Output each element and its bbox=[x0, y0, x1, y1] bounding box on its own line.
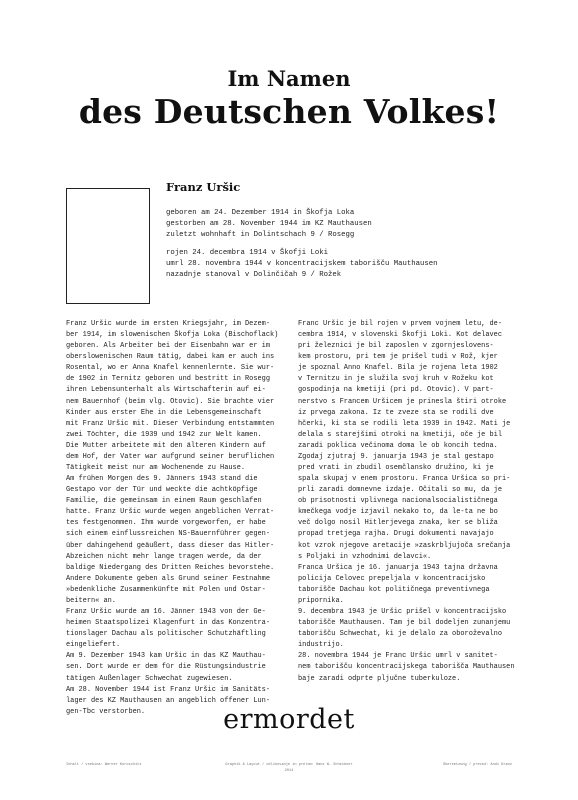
text-line: Kinder aus erster Ehe in die Lebensgemeinschaft bbox=[66, 408, 262, 417]
bio-de-line: zuletzt wohnhaft in Dolintschach 9 / Rosegg bbox=[166, 231, 355, 239]
text-line: Am 28. November 1944 ist Franz Uršic im Sanitäts- bbox=[66, 685, 270, 694]
text-line: je spoznal Anno Knafel. Bila je rojena leta 1902 bbox=[298, 364, 498, 373]
text-line: dem Hof, der Vater war aufgrund seiner beruflichen bbox=[66, 452, 275, 461]
text-line: nem taborišču koncentracijskega taborišča Mauthausen bbox=[298, 663, 515, 672]
text-line: nem Bauernhof (beim vlg. Otovic). Sie brachte vier bbox=[66, 397, 275, 406]
credit-layout-line: Graphik & Layout / oblikovanje in prelom: Hans W. Scheibner bbox=[225, 763, 353, 767]
text-line: v Ternitzu in je služila svoj kruh v Rožeku kot bbox=[298, 375, 494, 384]
text-line: Franc Uršic je bil rojen v prvem vojnem letu, de- bbox=[298, 320, 502, 328]
text-line: tätigen Außenlager Schwechat zugewiesen. bbox=[66, 674, 233, 683]
bio-de-line: gestorben am 28. November 1944 im KZ Mauthausen bbox=[166, 220, 372, 228]
text-line: Rosental, wo er Anna Knafel kennenlernte. Sie wur- bbox=[66, 364, 275, 373]
text-line: delala s starejšimi otroki na kmetiji, oče je bil bbox=[298, 430, 502, 439]
text-line: geboren. Als Arbeiter bei der Eisenbahn war er im bbox=[66, 342, 270, 351]
text-line: taborišče Dachau kot političnega preventivnega bbox=[298, 585, 490, 594]
text-line: s Poljaki in vzhodnimi delavci«. bbox=[298, 552, 432, 561]
text-line: policija Celovec prepeljala v koncentracijsko bbox=[298, 574, 486, 583]
text-line: sen. Dort wurde er dem für die Rüstungsindustrie bbox=[66, 663, 266, 672]
text-line: de 1902 in Ternitz geboren und bestritt in Rosegg bbox=[66, 375, 270, 384]
text-line: baldige Niedergang des Dritten Reiches bevorstehe. bbox=[66, 563, 275, 572]
text-line: hčerki, ki sta se rodili leta 1939 in 1942. Mati je bbox=[298, 419, 511, 428]
text-line: baje zaradi odprte pljučne tuberkuloze. bbox=[298, 674, 461, 683]
bio-german bbox=[166, 208, 506, 241]
text-line: taborišče Mauthausen. Tam je bil dodeljen zunanjemu bbox=[298, 619, 511, 628]
text-line: »bedenkliche Zusammenkünfte mit Polen und Ostar- bbox=[66, 585, 266, 594]
text-line: prli zaradi domnevne izdaje. Očitali so mu, da je bbox=[298, 486, 502, 495]
text-line: taborišču Schwechat, ki je delalo za oboroževalno bbox=[298, 630, 502, 639]
text-line: hatte. Franz Uršic wurde wegen angeblichen Verrat- bbox=[66, 508, 275, 517]
text-line: kmečkega vodje izjavil nekako to, da le-ta ne bo bbox=[298, 508, 498, 517]
german-text-column bbox=[66, 319, 292, 718]
text-line: heimen Staatspolizei Klagenfurt in das Konzentra- bbox=[66, 619, 270, 628]
text-line: gospodinja na kmetiji (pri pd. Otovic). V part- bbox=[298, 386, 494, 395]
slovene-text-column bbox=[298, 319, 524, 685]
text-line: Andere Dokumente geben als Grund seiner Festnahme bbox=[66, 574, 270, 583]
text-line: lager des KZ Mauthausen an angeblich offener Lun- bbox=[66, 696, 270, 705]
text-line: Abzeichen nicht mehr lange tragen werde, da der bbox=[66, 552, 262, 561]
text-line: kem prostoru, pri tem je prišel tudi v Rož, kjer bbox=[298, 353, 498, 362]
text-line: iz prvega zakona. Iz te zveze sta se rodili dve bbox=[298, 408, 494, 417]
text-line: pri železnici je bil zaposlen v zgornjeslovens- bbox=[298, 342, 494, 351]
bio-sl-line: rojen 24. decembra 1914 v Škofji Loki bbox=[166, 249, 329, 257]
text-line: cembra 1914, v slovenski Škofji Loki. Kot delavec bbox=[298, 331, 502, 340]
text-line: Franz Uršic wurde am 16. Jänner 1943 von der Ge- bbox=[66, 608, 266, 617]
text-line: Gestapo vor der Tür und weckte die achtköpfige bbox=[66, 486, 258, 495]
text-line: pripornika. bbox=[298, 596, 344, 605]
credit-translation: Übersetzung / prevod: Andi Kranz bbox=[442, 763, 512, 767]
text-line: pred vrati in zbudil osemčlansko družino, ki je bbox=[298, 464, 494, 473]
credit-content: Inhalt / vsebina: Werner Koroschitz bbox=[66, 763, 142, 767]
bio-sl-line: nazadnje stanoval v Dolinčičah 9 / Rožek bbox=[166, 271, 342, 279]
text-line: industrijo. bbox=[298, 641, 344, 650]
bio-slovene bbox=[166, 248, 526, 281]
text-line: Die Mutter arbeitete mit den älteren Kindern auf bbox=[66, 441, 266, 450]
text-line: Tätigkeit meist nur am Wochenende zu Hause. bbox=[66, 464, 246, 473]
text-line: über dahingehend geäußert, dass dieser das Hitler- bbox=[66, 541, 275, 550]
headline-im-namen: Im Namen bbox=[227, 66, 351, 91]
text-line: tes festgenommen. Ihm wurde vorgeworfen, er habe bbox=[66, 519, 266, 528]
text-line: kot vzrok njegove aretacije »zaskrbljujoča srečanja bbox=[298, 541, 511, 550]
bio-sl-line: umrl 28. novembra 1944 v koncentracijskem taborišču Mauthausen bbox=[166, 260, 438, 268]
text-line: Zgodaj zjutraj 9. januarja 1943 je stal gestapo bbox=[298, 452, 494, 461]
text-line: več dolgo nosil Hitlerjevega znaka, ker se bliža bbox=[298, 519, 498, 528]
text-line: Am 9. Dezember 1943 kam Uršic in das KZ Mauthau- bbox=[66, 652, 266, 661]
text-line: mit Franz Uršic mit. Dieser Verbindung entstammten bbox=[66, 419, 275, 428]
portrait-placeholder bbox=[66, 188, 150, 304]
text-line: Am frühen Morgen des 9. Jänners 1943 stand die bbox=[66, 475, 258, 484]
text-line: beitern« an. bbox=[66, 596, 116, 605]
text-line: ob prisotnosti vplivnega nacionalsocialističnega bbox=[298, 497, 498, 506]
text-line: oberslowenischen Raum tätig, dabei kam er auch ins bbox=[66, 353, 275, 362]
text-line: Familie, die gemeinsam in einem Raum geschlafen bbox=[66, 497, 262, 506]
text-line: 28. novembra 1944 je Franc Uršic umrl v sanitet- bbox=[298, 652, 498, 661]
text-line: spala skupaj v enem prostoru. Franca Uršica so pri- bbox=[298, 475, 511, 484]
text-line: Franz Uršic wurde im ersten Kriegsjahr, im Dezem- bbox=[66, 320, 270, 328]
footer-ermordet: ermordet bbox=[223, 704, 355, 735]
text-line: gen-Tbc verstorben. bbox=[66, 707, 146, 716]
text-line: Franca Uršica je 16. januarja 1943 tajna državna bbox=[298, 563, 498, 572]
text-line: nerstvo s Francem Uršicem je prinesla štiri otroke bbox=[298, 397, 507, 406]
text-line: zwei Töchter, die 1939 und 1942 zur Welt kamen. bbox=[66, 430, 262, 439]
text-line: sich einem einflussreichen NS-Bauernführer gegen- bbox=[66, 530, 270, 539]
text-line: zaradi poklica večinoma doma le ob koncih tedna. bbox=[298, 441, 498, 450]
text-line: ihren Lebensunterhalt als Wirtschafterin auf ei- bbox=[66, 386, 266, 395]
text-line: eingeliefert. bbox=[66, 641, 121, 650]
bio-de-line: geboren am 24. Dezember 1914 in Škofja Loka bbox=[166, 209, 355, 217]
text-line: propad tretjega rajha. Drugi dokumenti navajajo bbox=[298, 530, 494, 539]
text-line: 9. decembra 1943 je Uršic prišel v koncentracijsko bbox=[298, 608, 507, 617]
credit-year: 2014 bbox=[284, 769, 294, 773]
person-name: Franz Uršic bbox=[166, 180, 241, 194]
text-line: tionslager Dachau als politischer Schutzhäftling bbox=[66, 630, 266, 639]
headline-des-deutschen-volkes: des Deutschen Volkes! bbox=[78, 92, 500, 131]
text-line: ber 1914, im slowenischen Škofja Loka (Bischoflack) bbox=[66, 331, 279, 340]
